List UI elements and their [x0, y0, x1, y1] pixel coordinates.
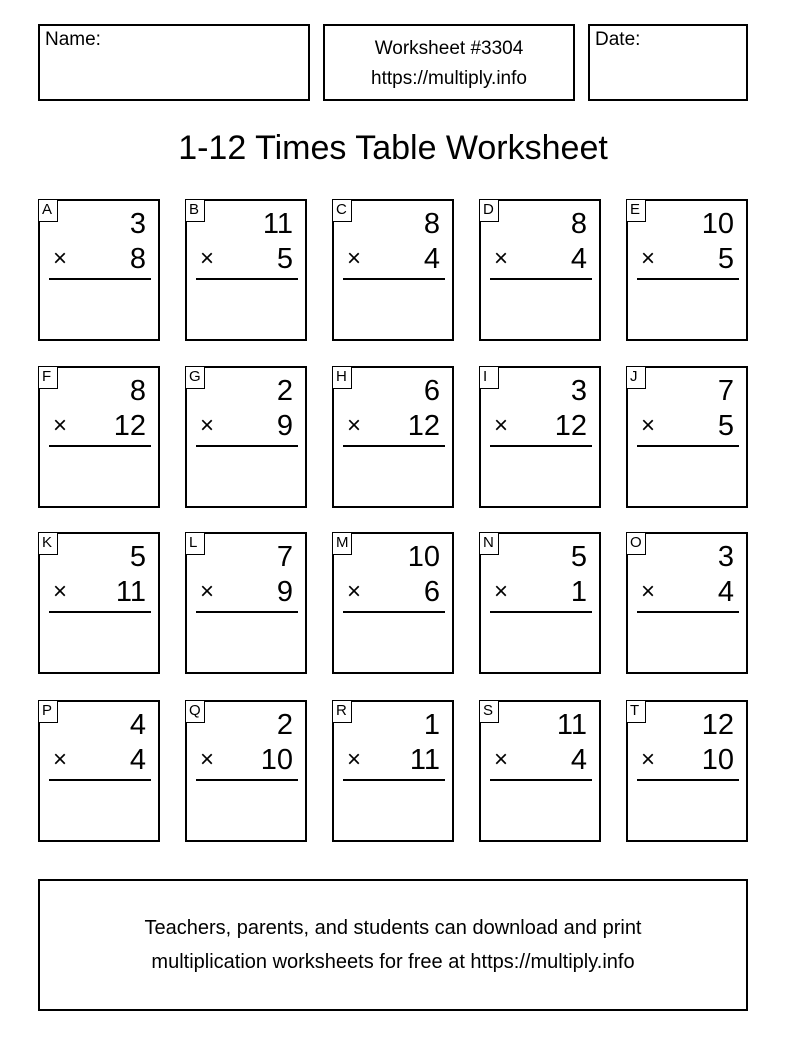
multiplicand: 2: [276, 375, 293, 407]
problem-letter: K: [38, 532, 58, 555]
problem-letter: S: [479, 700, 499, 723]
problem-card[interactable]: [38, 199, 160, 341]
problem-card[interactable]: [626, 700, 748, 842]
times-sign: ×: [494, 245, 509, 272]
answer-line: [196, 278, 298, 280]
multiplier: 12: [407, 410, 440, 442]
times-sign: ×: [494, 412, 509, 439]
times-sign: ×: [53, 746, 68, 773]
times-sign: ×: [347, 578, 362, 605]
multiplier: 5: [276, 243, 293, 275]
problem-letter: P: [38, 700, 58, 723]
problem-letter: I: [479, 366, 499, 389]
footer-box: [38, 879, 748, 1011]
times-sign: ×: [494, 746, 509, 773]
multiplier: 12: [113, 410, 146, 442]
problem-letter: G: [185, 366, 205, 389]
answer-line: [196, 611, 298, 613]
problem-letter: Q: [185, 700, 205, 723]
worksheet-info-box: [323, 24, 575, 101]
multiplicand: 8: [570, 208, 587, 240]
answer-line: [637, 445, 739, 447]
problem-letter: B: [185, 199, 205, 222]
problem-card[interactable]: [185, 366, 307, 508]
date-label: Date:: [595, 29, 641, 50]
multiplier: 11: [115, 576, 146, 608]
page-title: 1-12 Times Table Worksheet: [178, 129, 608, 167]
multiplicand: 3: [129, 208, 146, 240]
multiplicand: 8: [423, 208, 440, 240]
multiplier: 1: [570, 576, 587, 608]
answer-line: [343, 779, 445, 781]
multiplier: 4: [423, 243, 440, 275]
multiplicand: 3: [717, 541, 734, 573]
answer-line: [343, 278, 445, 280]
times-sign: ×: [494, 578, 509, 605]
multiplicand: 10: [701, 208, 734, 240]
problem-letter: T: [626, 700, 646, 723]
multiplier: 4: [570, 744, 587, 776]
problem-card[interactable]: [38, 700, 160, 842]
multiplicand: 10: [407, 541, 440, 573]
worksheet-url: https://multiply.info: [371, 68, 527, 89]
times-sign: ×: [200, 412, 215, 439]
multiplicand: 12: [701, 709, 734, 741]
answer-line: [637, 611, 739, 613]
times-sign: ×: [53, 245, 68, 272]
problem-card[interactable]: [185, 199, 307, 341]
times-sign: ×: [200, 245, 215, 272]
multiplicand: 5: [129, 541, 146, 573]
answer-line: [196, 445, 298, 447]
multiplicand: 7: [717, 375, 734, 407]
multiplicand: 1: [423, 709, 440, 741]
footer-line-2: multiplication worksheets for free at https://multiply.info: [151, 951, 635, 973]
times-sign: ×: [200, 578, 215, 605]
problem-letter: J: [626, 366, 646, 389]
problem-card[interactable]: [332, 532, 454, 674]
problem-card[interactable]: [332, 366, 454, 508]
multiplier: 5: [717, 410, 734, 442]
times-sign: ×: [641, 245, 656, 272]
multiplicand: 3: [570, 375, 587, 407]
problem-letter: O: [626, 532, 646, 555]
problem-card[interactable]: [626, 199, 748, 341]
multiplier: 9: [276, 576, 293, 608]
multiplicand: 11: [556, 709, 587, 741]
problem-card[interactable]: [38, 532, 160, 674]
answer-line: [343, 611, 445, 613]
times-sign: ×: [53, 578, 68, 605]
multiplicand: 6: [423, 375, 440, 407]
problem-card[interactable]: [38, 366, 160, 508]
multiplier: 4: [129, 744, 146, 776]
answer-line: [490, 779, 592, 781]
times-sign: ×: [641, 746, 656, 773]
problem-letter: C: [332, 199, 352, 222]
problem-letter: N: [479, 532, 499, 555]
multiplier: 11: [409, 744, 440, 776]
problem-card[interactable]: [479, 700, 601, 842]
problem-letter: E: [626, 199, 646, 222]
problem-card[interactable]: [626, 366, 748, 508]
answer-line: [49, 445, 151, 447]
date-field[interactable]: [588, 24, 748, 101]
multiplier: 5: [717, 243, 734, 275]
multiplier: 8: [129, 243, 146, 275]
problem-card[interactable]: [332, 700, 454, 842]
answer-line: [343, 445, 445, 447]
times-sign: ×: [347, 746, 362, 773]
multiplier: 10: [260, 744, 293, 776]
name-label: Name:: [45, 29, 101, 50]
worksheet-number: Worksheet #3304: [374, 38, 524, 59]
answer-line: [196, 779, 298, 781]
times-sign: ×: [347, 245, 362, 272]
problem-card[interactable]: [626, 532, 748, 674]
multiplier: 4: [717, 576, 734, 608]
problem-card[interactable]: [185, 532, 307, 674]
problem-card[interactable]: [185, 700, 307, 842]
multiplier: 10: [701, 744, 734, 776]
answer-line: [490, 611, 592, 613]
problem-letter: R: [332, 700, 352, 723]
multiplicand: 11: [262, 208, 293, 240]
times-sign: ×: [641, 578, 656, 605]
times-sign: ×: [200, 746, 215, 773]
answer-line: [637, 278, 739, 280]
multiplicand: 4: [129, 709, 146, 741]
answer-line: [49, 278, 151, 280]
times-sign: ×: [53, 412, 68, 439]
multiplier: 4: [570, 243, 587, 275]
answer-line: [49, 779, 151, 781]
multiplicand: 8: [129, 375, 146, 407]
problem-letter: F: [38, 366, 58, 389]
problem-card[interactable]: [479, 532, 601, 674]
footer-line-1: Teachers, parents, and students can download and print: [144, 917, 642, 939]
name-field[interactable]: [38, 24, 310, 101]
multiplicand: 5: [570, 541, 587, 573]
problem-card[interactable]: [479, 366, 601, 508]
problem-card[interactable]: [479, 199, 601, 341]
problem-letter: H: [332, 366, 352, 389]
problem-card[interactable]: [332, 199, 454, 341]
times-sign: ×: [347, 412, 362, 439]
answer-line: [49, 611, 151, 613]
problem-letter: L: [185, 532, 205, 555]
problem-letter: M: [332, 532, 352, 555]
answer-line: [490, 445, 592, 447]
answer-line: [490, 278, 592, 280]
multiplier: 9: [276, 410, 293, 442]
answer-line: [637, 779, 739, 781]
multiplier: 12: [554, 410, 587, 442]
problem-letter: D: [479, 199, 499, 222]
multiplicand: 7: [276, 541, 293, 573]
multiplier: 6: [423, 576, 440, 608]
times-sign: ×: [641, 412, 656, 439]
multiplicand: 2: [276, 709, 293, 741]
problem-letter: A: [38, 199, 58, 222]
